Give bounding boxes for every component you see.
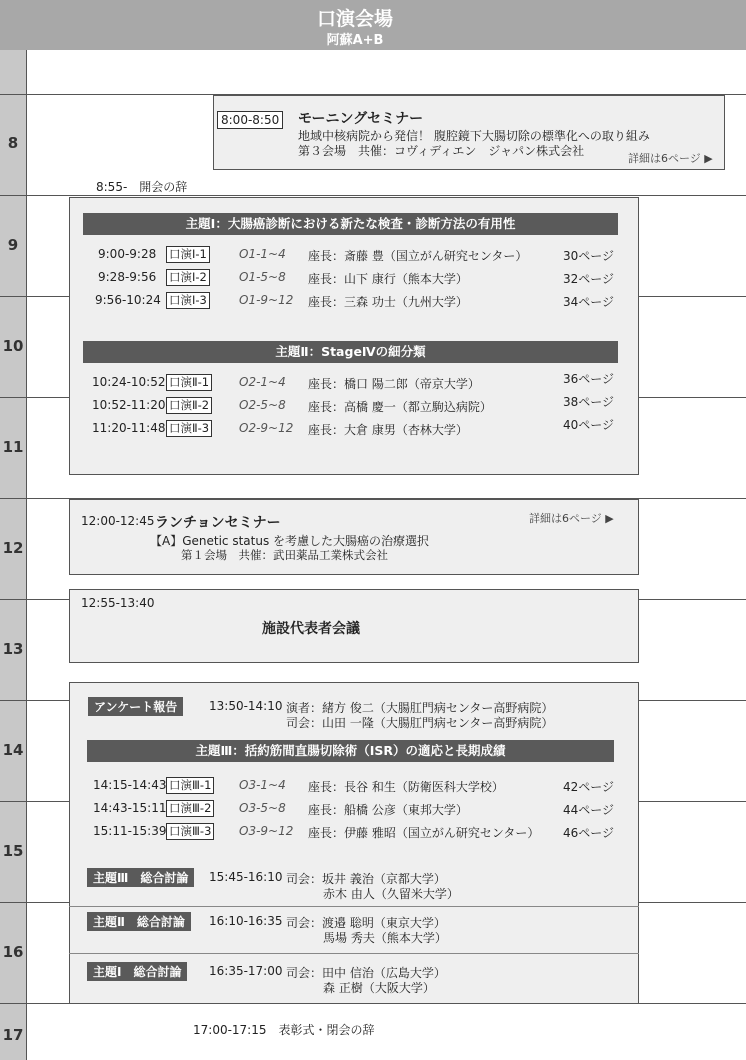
session-tag: 口演Ⅰ-2 <box>166 269 210 286</box>
lunch-line1: 【A】Genetic status を考慮した大腸癌の治療選択 <box>150 534 430 548</box>
discussion3-time: 15:45-16:10 <box>209 870 283 884</box>
hour-label: 14 <box>2 741 24 759</box>
page-ref[interactable]: 38ページ <box>563 395 615 409</box>
session-time: 11:20-11:48 <box>92 421 166 435</box>
chair: 座長：伊藤 雅昭（国立がん研究センター） <box>308 826 540 840</box>
page-ref[interactable]: 36ページ <box>563 372 615 386</box>
discussion3-chair2: 赤木 由人（久留米大学） <box>323 887 459 901</box>
abstract-range: O3-5~8 <box>239 801 286 815</box>
session-tag: 口演Ⅰ-3 <box>166 292 210 309</box>
chair: 座長：橋口 陽二郎（帝京大学） <box>308 377 480 391</box>
theme1-title: 主題Ⅰ：大腸癌診断における新たな検査・診断方法の有用性 <box>83 213 618 235</box>
survey-time: 13:50-14:10 <box>209 699 283 713</box>
session-tag: 口演Ⅱ-3 <box>166 420 212 437</box>
session-time: 10:52-11:20 <box>92 398 166 412</box>
session-tag: 口演Ⅲ-1 <box>166 777 214 794</box>
chair: 座長：斎藤 豊（国立がん研究センター） <box>308 249 528 263</box>
chair: 座長：山下 康行（熊本大学） <box>308 272 468 286</box>
facility-time: 12:55-13:40 <box>81 596 155 610</box>
discussion3-label: 主題Ⅲ 総合討論 <box>87 868 194 887</box>
abstract-range: O1-1~4 <box>239 247 286 261</box>
facility-title: 施設代表者会議 <box>262 621 360 637</box>
session-tag: 口演Ⅱ-1 <box>166 374 212 391</box>
closing-ceremony: 17:00-17:15 表彰式・閉会の辞 <box>193 1023 375 1037</box>
survey-label: アンケート報告 <box>88 697 183 716</box>
hour-label: 16 <box>2 943 24 961</box>
discussion1-chair1: 司会：田中 信治（広島大学） <box>286 966 446 980</box>
session-time: 14:43-15:11 <box>93 801 167 815</box>
abstract-range: O3-9~12 <box>239 824 294 838</box>
abstract-range: O2-5~8 <box>239 398 286 412</box>
survey-presenter: 演者：緒方 俊二（大腸肛門病センター高野病院） <box>286 701 554 715</box>
page-ref[interactable]: 46ページ <box>563 826 615 840</box>
session-tag: 口演Ⅲ-3 <box>166 823 214 840</box>
abstract-range: O1-5~8 <box>239 270 286 284</box>
chair: 座長：大倉 康男（杏林大学） <box>308 423 468 437</box>
morning-title: モーニングセミナー <box>298 111 424 127</box>
session-tag: 口演Ⅱ-2 <box>166 397 212 414</box>
morning-line1: 地域中核病院から発信！ 腹腔鏡下大腸切除の標準化への取り組み <box>298 129 650 143</box>
morning-detail-link[interactable]: 詳細は6ページ ▶ <box>628 152 713 165</box>
survey-chair: 司会：山田 一隆（大腸肛門病センター高野病院） <box>286 716 554 730</box>
hour-label: 15 <box>2 842 24 860</box>
discussion1-time: 16:35-17:00 <box>209 964 283 978</box>
venue-subtitle: 阿蘇A+B <box>326 33 384 48</box>
hour-label: 10 <box>2 337 24 355</box>
lunch-title: ランチョンセミナー <box>155 515 281 531</box>
discussion1-label: 主題Ⅰ 総合討論 <box>87 962 187 981</box>
lunch-time: 12:00-12:45 <box>81 514 155 528</box>
chair: 座長：船橋 公彦（東邦大学） <box>308 803 468 817</box>
divider <box>69 953 639 954</box>
lunch-detail-link[interactable]: 詳細は6ページ ▶ <box>529 512 614 525</box>
hour-label: 9 <box>7 236 19 254</box>
page-ref[interactable]: 32ページ <box>563 272 615 286</box>
discussion2-chair1: 司会：渡邉 聡明（東京大学） <box>286 916 446 930</box>
hour-label: 13 <box>2 640 24 658</box>
session-time: 9:28-9:56 <box>98 270 157 284</box>
discussion2-label: 主題Ⅱ 総合討論 <box>87 912 191 931</box>
theme2-title: 主題Ⅱ：StageⅣの細分類 <box>83 341 618 363</box>
discussion3-chair1: 司会：坂井 義治（京都大学） <box>286 872 446 886</box>
lunch-line2: 第１会場 共催：武田薬品工業株式会社 <box>181 548 388 562</box>
hour-line <box>0 195 746 196</box>
hour-label: 11 <box>2 438 24 456</box>
abstract-range: O2-1~4 <box>239 375 286 389</box>
session-time: 10:24-10:52 <box>92 375 166 389</box>
chair: 座長：長谷 和生（防衛医科大学校） <box>308 780 504 794</box>
chair: 座長：高橋 慶一（都立駒込病院） <box>308 400 492 414</box>
abstract-range: O3-1~4 <box>239 778 286 792</box>
session-time: 15:11-15:39 <box>93 824 167 838</box>
session-tag: 口演Ⅰ-1 <box>166 246 210 263</box>
chair: 座長：三森 功士（九州大学） <box>308 295 468 309</box>
session-time: 14:15-14:43 <box>93 778 167 792</box>
discussion1-chair2: 森 正樹（大阪大学） <box>323 981 435 995</box>
hour-label: 17 <box>2 1026 24 1044</box>
page-ref[interactable]: 34ページ <box>563 295 615 309</box>
hour-label: 8 <box>7 134 19 152</box>
session-tag: 口演Ⅲ-2 <box>166 800 214 817</box>
abstract-range: O2-9~12 <box>239 421 294 435</box>
page-ref[interactable]: 44ページ <box>563 803 615 817</box>
morning-time: 8:00-8:50 <box>217 111 283 129</box>
venue-title: 口演会場 <box>316 8 393 30</box>
discussion2-chair2: 馬場 秀夫（熊本大学） <box>323 931 447 945</box>
discussion2-time: 16:10-16:35 <box>209 914 283 928</box>
abstract-range: O1-9~12 <box>239 293 294 307</box>
page-ref[interactable]: 30ページ <box>563 249 615 263</box>
hour-label: 12 <box>2 539 24 557</box>
column-divider <box>26 50 27 1060</box>
divider <box>69 906 639 907</box>
page-ref[interactable]: 42ページ <box>563 780 615 794</box>
session-time: 9:56-10:24 <box>95 293 161 307</box>
session-time: 9:00-9:28 <box>98 247 157 261</box>
page-ref[interactable]: 40ページ <box>563 418 615 432</box>
morning-line2: 第３会場 共催：コヴィディエン ジャパン株式会社 <box>298 144 585 158</box>
opening-remarks: 8:55- 開会の辞 <box>96 180 188 194</box>
theme3-title: 主題Ⅲ：括約筋間直腸切除術（ISR）の適応と長期成績 <box>87 740 614 762</box>
